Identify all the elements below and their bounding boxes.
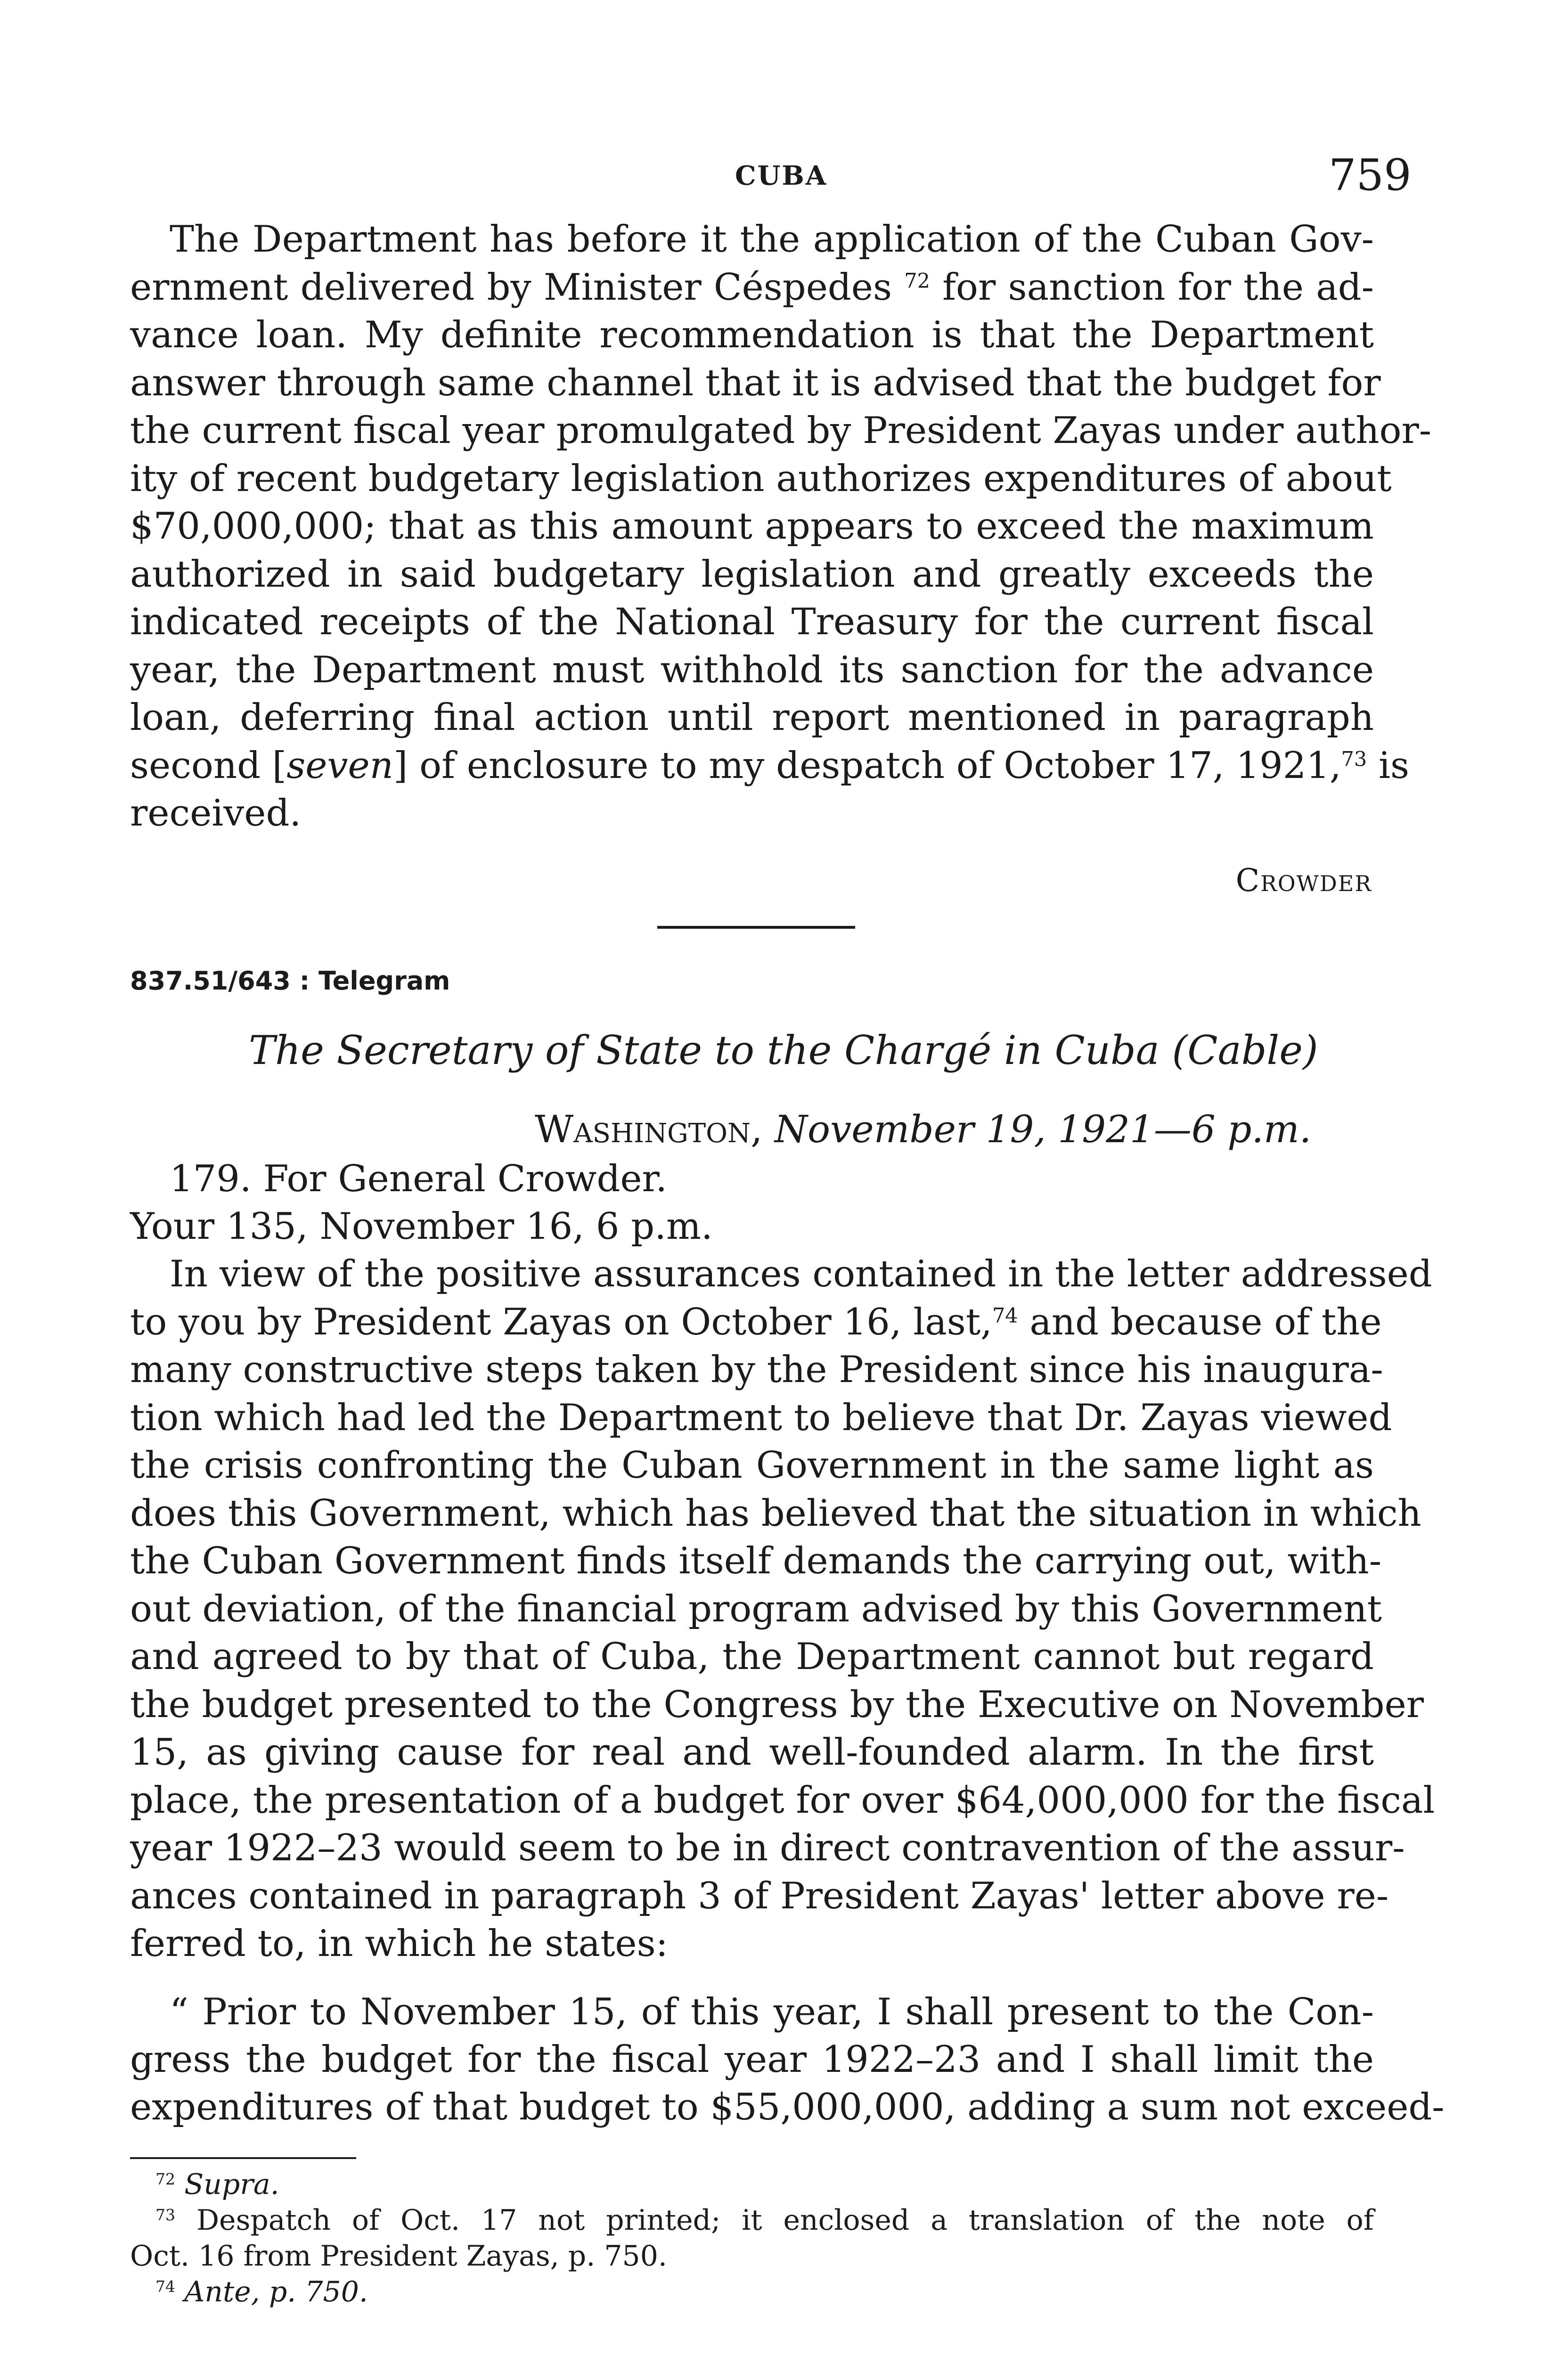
paragraph-1-line: year, the Department must withhold its sanction for the advance <box>130 648 1374 691</box>
footnote-ref: 74 <box>992 1303 1018 1327</box>
footnote-ref: 73 <box>1341 747 1367 771</box>
quote-line: expenditures of that budget to $55,000,000, adding a sum not exceed- <box>130 2086 1445 2128</box>
paragraph-1-line: The Department has before it the application of the Cuban Gov- <box>170 218 1374 261</box>
file-number: 837.51/643 : Telegram <box>130 966 450 996</box>
running-header-title: CUBA <box>735 160 828 191</box>
paragraph-1-line: indicated receipts of the National Treasury for the current fiscal <box>130 601 1374 643</box>
footnote-72: $^{72}$ Supra. <box>155 2168 279 2201</box>
quote-line: gress the budget for the fiscal year 1922–23 and I shall limit the <box>130 2038 1374 2081</box>
paragraph-2-line: out deviation, of the financial program advised by this Government <box>130 1587 1382 1630</box>
paragraph-2-line: the crisis confronting the Cuban Government in the same light as <box>130 1444 1374 1487</box>
paragraph-1-line: received. <box>130 792 302 834</box>
quote-line: “ Prior to November 15, of this year, I shall present to the Con- <box>170 1991 1374 2033</box>
paragraph-1-line: the current fiscal year promulgated by President Zayas under author- <box>130 409 1432 452</box>
paragraph-2-line: ances contained in paragraph 3 of President Zayas' letter above re- <box>130 1874 1389 1917</box>
footnote-73-continued: Oct. 16 from President Zayas, p. 750. <box>130 2240 667 2273</box>
document-title: The Secretary of State to the Chargé in Cuba (Cable) <box>249 1027 1318 1073</box>
footnote-ref: 72 <box>904 269 930 293</box>
paragraph-2-line: place, the presentation of a budget for over $64,000,000 for the fiscal <box>130 1779 1435 1822</box>
footnote-73: $^{73}$ Despatch of Oct. 17 not printed; it enclosed a translation of the note of <box>155 2204 1374 2237</box>
paragraph-1-line: authorized in said budgetary legislation and greatly exceeds the <box>130 553 1374 596</box>
footnote-72-text: Supra. <box>184 2168 279 2201</box>
paragraph-2-line: the budget presented to the Congress by the Executive on November <box>130 1683 1424 1726</box>
dateline-place: Washington, <box>535 1107 763 1151</box>
footnote-74: $^{74}$ Ante, p. 750. <box>155 2275 368 2308</box>
paragraph-2-line: many constructive steps taken by the President since his inaugura- <box>130 1349 1383 1391</box>
footnote-rule <box>130 2157 356 2159</box>
paragraph-2-line: tion which had led the Department to believe that Dr. Zayas viewed <box>130 1396 1392 1439</box>
paragraph-2-line: does this Government, which has believed that the situation in which <box>130 1492 1421 1535</box>
paragraph-2-line: 15, as giving cause for real and well-founded alarm. In the first <box>130 1731 1374 1774</box>
paragraph-1-line: $70,000,000; that as this amount appears to exceed the maximum <box>130 505 1374 548</box>
paragraph-1-line: answer through same channel that it is advised that the budget for <box>130 361 1381 404</box>
paragraph-1-line: ity of recent budgetary legislation authorizes expenditures of about <box>130 457 1392 500</box>
dateline <box>535 1107 1311 1151</box>
paragraph-2-line: In view of the positive assurances contained in the letter addressed <box>170 1253 1432 1295</box>
paragraph-1-line: second [seven] of enclosure to my despatch of October 17, 1921,73 is <box>130 744 1409 787</box>
page-number: 759 <box>1329 150 1412 200</box>
paragraph-2-line: and agreed to by that of Cuba, the Department cannot but regard <box>130 1636 1374 1678</box>
paragraph-2-line: ferred to, in which he states: <box>130 1922 668 1965</box>
opening-line: Your 135, November 16, 6 p.m. <box>130 1205 713 1248</box>
paragraph-1-line: vance loan. My definite recommendation is that the Department <box>130 314 1374 356</box>
footnote-74-text: Ante, p. 750. <box>184 2275 368 2308</box>
opening-line: 179. For General Crowder. <box>170 1158 668 1200</box>
paragraph-1-line: loan, deferring final action until report mentioned in paragraph <box>130 696 1374 739</box>
paragraph-1-line: ernment delivered by Minister Céspedes $^{72}$ for sanction for the ad- <box>130 266 1374 309</box>
paragraph-2-line: year 1922–23 would seem to be in direct contravention of the assur- <box>130 1827 1405 1869</box>
footnote-73-line-1: Despatch of Oct. 17 not printed; it enclosed a translation of the note of <box>196 2204 1374 2237</box>
signature-crowder: Crowder <box>1235 862 1372 899</box>
section-divider <box>657 926 855 929</box>
dateline-date: November 19, 1921—6 p.m. <box>774 1107 1312 1151</box>
paragraph-2-line: to you by President Zayas on October 16, last,$^{74}$ and because of the <box>130 1301 1382 1343</box>
paragraph-2-line: the Cuban Government finds itself demands the carrying out, with- <box>130 1540 1382 1582</box>
